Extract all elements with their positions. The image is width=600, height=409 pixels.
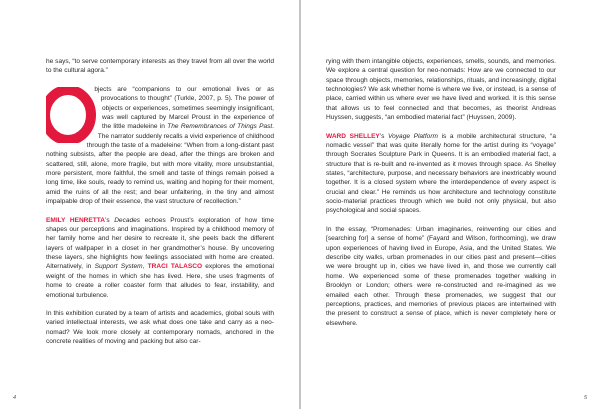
page-number-left: 4 <box>13 395 17 401</box>
artist-name-talasco: TRACI TALASCO <box>147 263 203 271</box>
artist-name-henretta: EMILY HENRETTA <box>46 216 106 224</box>
right-text-column <box>326 57 556 337</box>
paragraph-3-text-b: echoes Proust’s exploration of how time shapes our perceptions and imaginations. Inspired by a childhood memory of her family home and her desire to recreate it, she peels back the different layers of wallpaper in a closet in her grandmother’s house. By uncovering these layers, she highlights how feelings associated with home are created. Alternatively, in <box>46 216 274 271</box>
right-paragraph-2 <box>326 132 556 216</box>
right-paragraph-1: rying with them intangible objects, experiences, smells, sounds, and memories. We explore a central question for neo-nomads: How are we connected to our space through objects, memories, relationships, rituals, and increasingly, digital technologies? We ask whether home is where we live, or instead, is a sense of place, carried within us where ever we have lived and worked. It is this sense that allows us to feel connected and that becomes, as theorist Andreas Huyssen, suggests, “an embodied material fact” (Huyssen, 2009). <box>326 58 556 122</box>
work-title-support-system: Support System <box>94 263 143 271</box>
work-title-voyage-platform: Voyage Platform <box>388 132 438 140</box>
artist-name-shelley: WARD SHELLEY <box>326 132 380 140</box>
page-number-right: 5 <box>583 395 587 401</box>
paragraph-2-text-a: bjects are “companions to our emotional lives or as provocations to thought” (Turkle, 2007, p. 5). The power of objects or experiences, sometimes seemingly insignificant, was well captured by Marcel Proust in the experience of the little madeleine in <box>94 85 274 131</box>
left-paragraph-3 <box>46 216 274 300</box>
left-paragraph-2 <box>46 85 274 206</box>
right-paragraph-3: In the essay, “Promenades: Urban imaginaries, reinventing our cities and [searching for] a sense of home” (Fayard and Wilson, forthcoming), we draw upon experiences of having lived in Europe, Asia, and the United States. We describe city walks, urban promenades in our cities past and present—cities we were brought up in, cities we have lived in, and those we currently call home. We experienced some of these promenades together walking in Brooklyn or London; others were re-constructed and re-imagined as we emailed each other. Through these promenades, we suggest that our perceptions, practices, and memories of previous places are intertwined with the present to construct a sense of place, which is never completely here or elsewhere. <box>326 226 556 327</box>
left-paragraph-4: In this exhibition curated by a team of artists and academics, global souls with varied intellectual interests, we ask what does one take and carry as a neo-nomad? We look more closely at contemporary nomads, anchored in the concrete realities of moving and packing but also car- <box>46 310 274 346</box>
left-paragraph-1: he says, “to serve contemporary interests as they travel from all over the world to the cultural agora.” <box>46 58 274 75</box>
left-text-column <box>46 57 274 356</box>
paragraph-3-text-d: explores the emotional weight of the homes in which she has lived. Here, she uses fragments of home to create a roller coaster form that alludes to fear, instability, and emotional turbulence. <box>46 263 274 299</box>
paragraph-2-text-b: . The narrator suddenly recalls a vivid experience of childhood through the taste of a madeleine: “When from a long-distant past nothing subsists, after the people are dead, after the things are broken and scattered, still, alone, more fragile, but with more vitality, more unsubstantial, more persistent, more faithful, the smell and taste of things remain poised a long time, like souls, ready to remind us, waiting and hoping for their moment, amid the ruins of all the rest; and bear unfaltering, in the tiny and almost impalpable drop of their essence, the vast structure of recollection.” <box>46 123 274 206</box>
dropcap-o-icon <box>46 87 96 143</box>
paragraph-3-text-a: ’s <box>105 216 115 224</box>
right-page <box>301 0 600 409</box>
paragraph-r2-text-b: is a mobile architectural structure, “a nomadic vessel” that was quite literally home for the artist during its “voyage” through Socrates Sculpture Park in Queens. It is an embodied material fact, a structure that is re-built and re-invented as it moves through space. As Shelley states, “architecture, purpose, and necessary behaviors are inextricably wound together. It is a closed system where the interdependence of every aspect is crucial and clear.” He reminds us how architecture and technology constitute socio-material practices through which we build not only physical, but also psychological and social spaces. <box>326 132 557 215</box>
paragraph-r2-text-a: ’s <box>379 132 389 140</box>
left-page <box>0 0 299 409</box>
book-title: The Remembrances of Things Past <box>167 123 273 131</box>
paragraph-3-text-c: , <box>142 263 148 271</box>
work-title-decades: Decades <box>114 216 141 224</box>
